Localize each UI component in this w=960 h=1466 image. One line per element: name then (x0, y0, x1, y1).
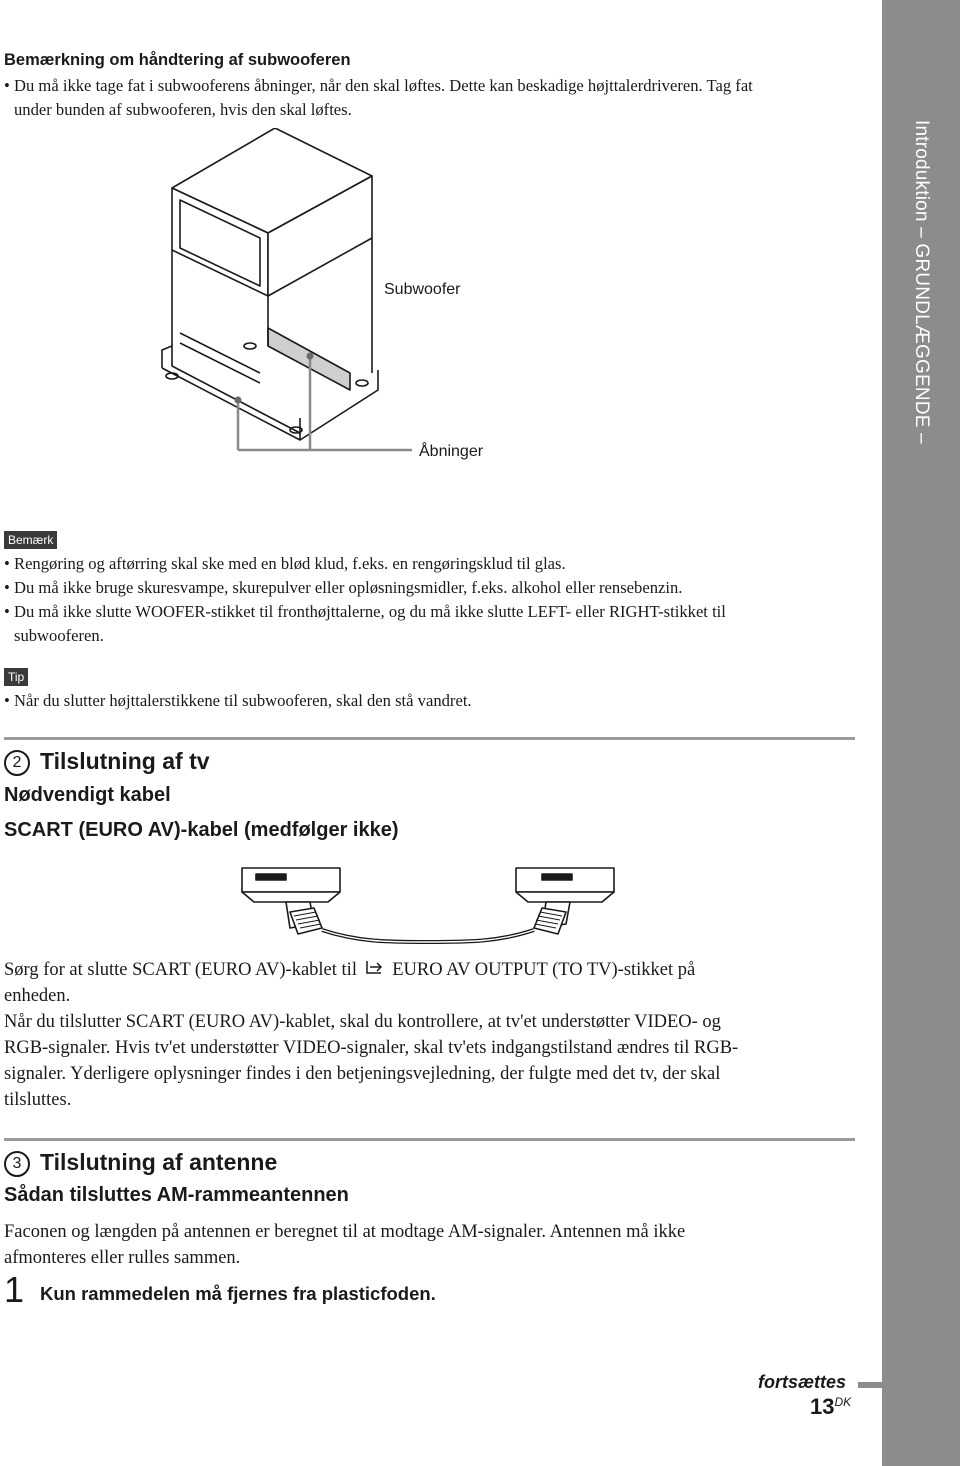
bullet-mark: • (4, 76, 10, 95)
bullet-mark: • (4, 578, 10, 597)
section-divider (4, 737, 855, 740)
note-item-continuation: subwooferen. (14, 626, 104, 645)
section3-paragraph (4, 1219, 854, 1271)
section2-subtitle: Nødvendigt kabel (4, 784, 171, 806)
continues-bar (858, 1382, 882, 1388)
output-arrow-icon (364, 959, 386, 977)
tip-item: • Når du slutter højttalerstikkene til subwooferen, skal den stå vandret. (0, 689, 860, 713)
section2-para1-line2: enheden. (4, 986, 71, 1006)
note-item: • Rengøring og aftørring skal ske med en blød klud, f.eks. en rengøringsklud til glas. (0, 552, 860, 576)
section2-para2-line2: RGB-signaler. Hvis tv'et understøtter VIDEO-signaler, skal tv'ets indgangstilstand ændres til RGB- (4, 1038, 739, 1058)
note-tag: Bemærk (4, 531, 57, 549)
section3-number: 3 (4, 1151, 30, 1177)
section2-number: 2 (4, 750, 30, 776)
section3-title (4, 1149, 277, 1177)
side-tab-label: Introduktion – GRUNDLÆGGENDE – (911, 120, 932, 444)
handling-bullet-line2: under bunden af subwooferen, hvis den skal løftes. (14, 100, 352, 119)
section3-para-line1: Faconen og længden på antennen er beregnet til at modtage AM-signaler. Antennen må ikke (4, 1222, 686, 1242)
label-openings: Åbninger (419, 443, 484, 460)
label-subwoofer: Subwoofer (384, 281, 461, 298)
section2-title (4, 748, 210, 776)
section2-paragraph1 (4, 957, 854, 1113)
bullet-mark: • (4, 691, 10, 710)
note-item: • Du må ikke slutte WOOFER-stikket til fronthøjttalerne, og du må ikke slutte LEFT- eller RIGHT-stikket til (0, 600, 860, 624)
handling-title: Bemærkning om håndtering af subwooferen (4, 51, 351, 69)
section-divider (4, 1138, 855, 1141)
section2-title-text: Tilslutning af tv (40, 748, 210, 774)
handling-bullet-line1: Du må ikke tage fat i subwooferens åbninger, når den skal løftes. Dette kan beskadige højttalerdriveren. Tag fat (14, 76, 753, 95)
step-number: 1 (4, 1269, 25, 1310)
bullet-mark: • (4, 602, 10, 621)
section2-cable: SCART (EURO AV)-kabel (medfølger ikke) (4, 819, 399, 841)
bullet-mark: • (4, 554, 10, 573)
note-item: • Du må ikke bruge skuresvampe, skurepulver eller opløsningsmidler, f.eks. alkohol eller rensebenzin. (0, 576, 860, 600)
section2-para2-line1: Når du tilslutter SCART (EURO AV)-kablet, skal du kontrollere, at tv'et understøtter VIDEO- og (4, 1012, 721, 1032)
section2-para1-line1: Sørg for at slutte SCART (EURO AV)-kablet til EURO AV OUTPUT (TO TV)-stikket på (4, 960, 696, 980)
page-suffix: DK (834, 1395, 852, 1409)
scart-cable-illustration (238, 862, 618, 944)
tip-tag: Tip (4, 668, 28, 686)
section3-para-line2: afmonteres eller rulles sammen. (4, 1248, 241, 1268)
step-text: Kun rammedelen må fjernes fra plasticfoden. (40, 1283, 436, 1304)
section2-para2-line4: tilsluttes. (4, 1090, 72, 1110)
page-number: $13^{DK}$ (810, 1394, 852, 1419)
continues-label: fortsættes (758, 1372, 847, 1392)
section3-title-text: Tilslutning af antenne (40, 1149, 278, 1175)
note-list (0, 552, 860, 648)
section2-para2-line3: signaler. Yderligere oplysninger findes i den betjeningsvejledning, der fulgte med det tv, der skal (4, 1064, 721, 1084)
section3-subtitle: Sådan tilsluttes AM-rammeantennen (4, 1184, 349, 1206)
